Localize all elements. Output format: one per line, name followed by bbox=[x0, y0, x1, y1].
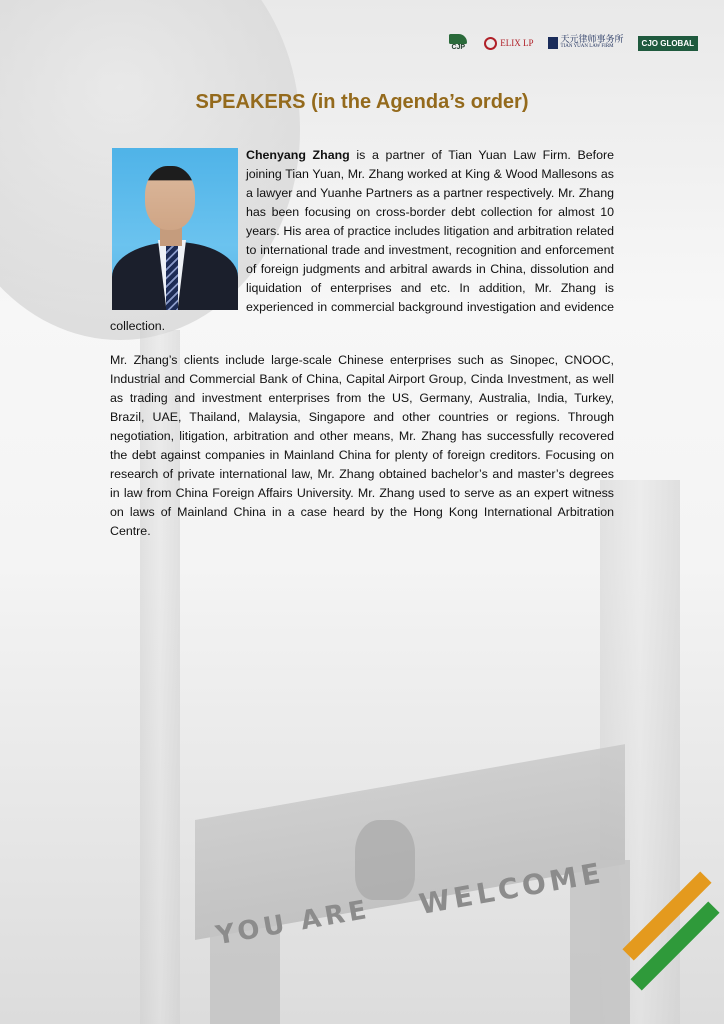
page-title: SPEAKERS (in the Agenda’s order) bbox=[195, 91, 529, 113]
sponsor-logos bbox=[446, 32, 698, 54]
sign-text-right: WELCOME bbox=[416, 855, 607, 922]
speaker-bio-2: Mr. Zhang’s clients include large-scale Chinese enterprises such as Sinopec, CNOOC, Industrial and Commercial Bank of China, Capital Airport Group, Cinda Investment, as well as trading and investment enterprises from the US, Germany, Australia, India, Turkey, Brazil, UAE, Thailand, Malaysia, Singapore and other countries or regions. Through negotiation, litigation, arbitration and other means, Mr. Zhang has successfully recovered the debt against companies in Mainland China for plenty of foreign creditors. Focusing on research of private international law, Mr. Zhang obtained bachelor’s and master’s degrees in law from China Foreign Affairs University. Mr. Zhang used to serve as an expert witness on laws of Mainland China in a case heard by the Hong Kong International Arbitration Centre. bbox=[110, 353, 614, 538]
tian-yuan-logo: 天元律师事务所 TIAN YUAN LAW FIRM bbox=[548, 35, 624, 51]
speaker-name: Chenyang Zhang bbox=[246, 148, 350, 162]
cjp-logo: CJP bbox=[446, 32, 470, 54]
coat-of-arms bbox=[355, 820, 415, 900]
speaker-photo bbox=[112, 148, 238, 310]
cjo-global-logo: CJO GLOBAL bbox=[638, 36, 698, 51]
speaker-bio-1: Chenyang Zhang is a partner of Tian Yuan Law Firm. Before joining Tian Yuan, Mr. Zhang worked at King & Wood Mallesons as a lawyer and Yuanhe Partners as a partner respectively. Mr. Zhang has been focusing on cross-border debt collection for almost 10 years. His area of practice includes litigation and arbitration related to international trade and investment, recognition and enforcement of foreign judgments and arbitral awards in China, dissolution and liquidation of enterprises and etc. In addition, Mr. Zhang is experienced in commercial background investigation and evidence collection. bbox=[110, 148, 615, 333]
speaker-section bbox=[110, 146, 614, 556]
sign-text-left: YOU ARE bbox=[213, 894, 373, 952]
elix-logo: ELIX LP bbox=[484, 37, 533, 50]
